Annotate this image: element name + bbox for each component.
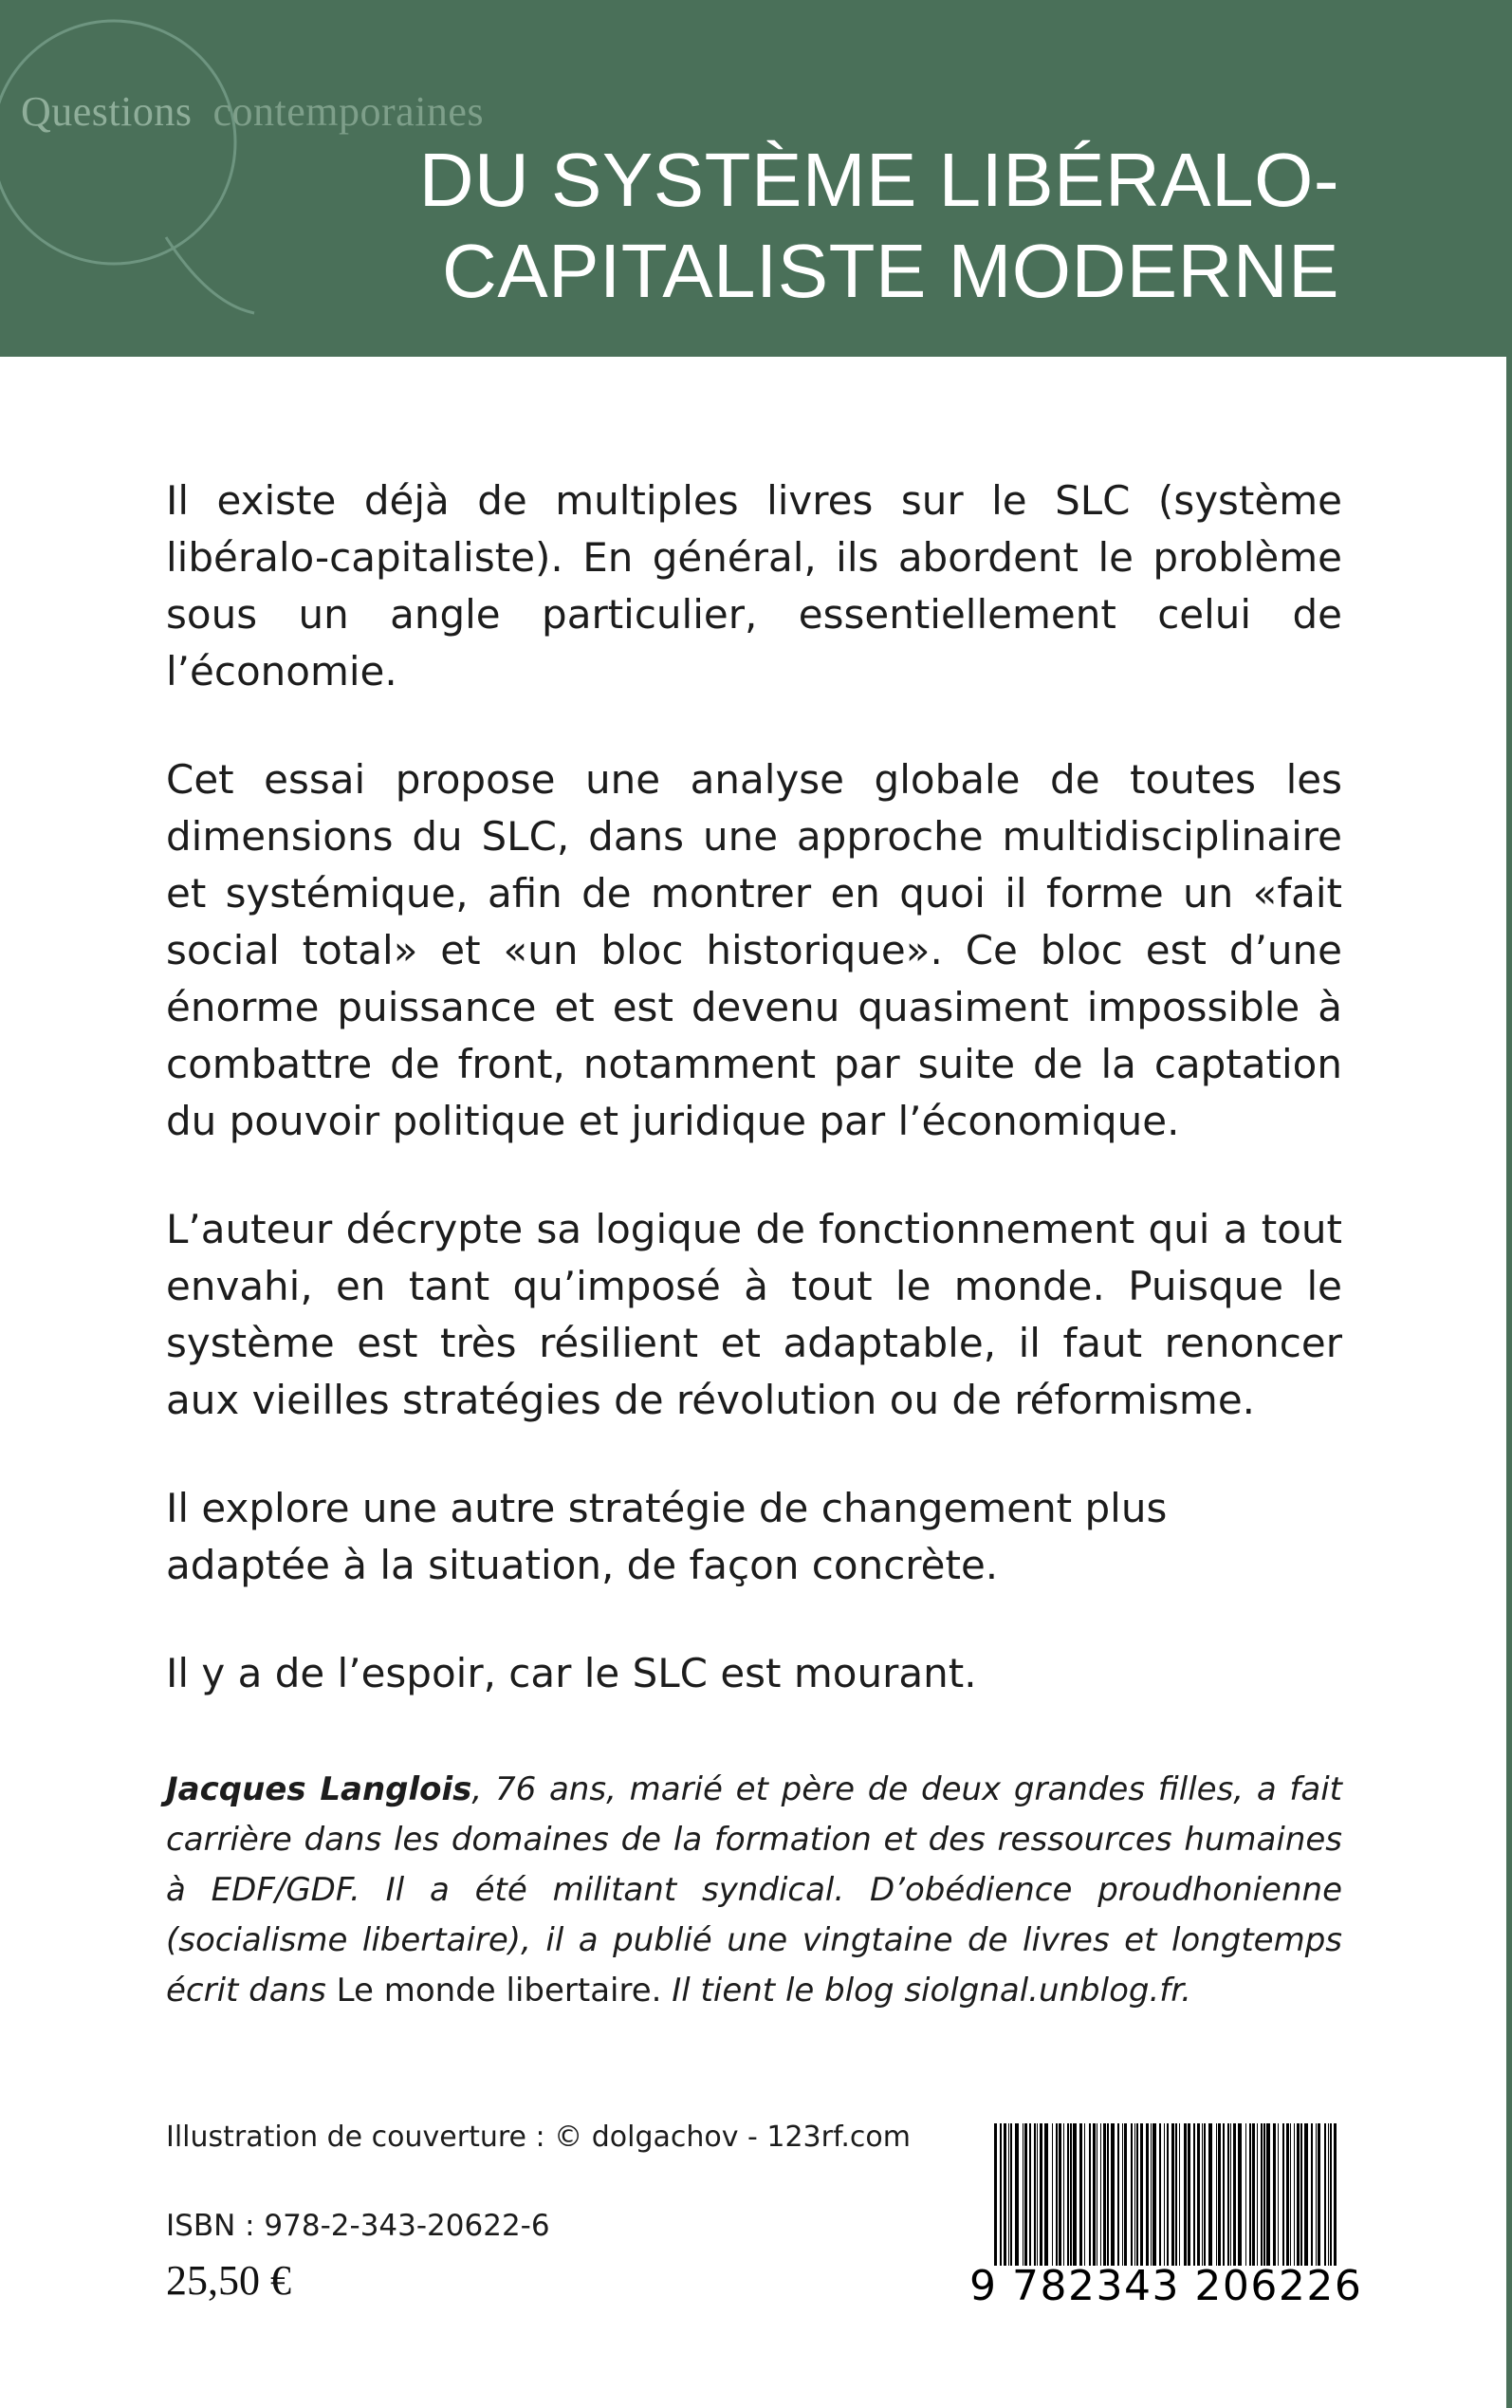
description-paragraph-4: Il explore une autre stratégie de changement plus adaptée à la situation, de façon concrète. [166,1485,1168,1588]
cover-header [0,0,1512,357]
description-paragraph-5: Il y a de l’espoir, car le SLC est mourant. [166,1650,977,1696]
book-title-line-1: DU SYSTÈME LIBÉRALO- [418,138,1339,222]
barcode [969,2123,1363,2310]
price: 25,50 € [166,2257,291,2304]
barcode-digits: 9 782343 206226 [969,2262,1363,2310]
description-paragraph-1: Il existe déjà de multiples livres sur le SLC (système libéralo-capitaliste). En général, ils abordent le problème sous un angle particulier, essentiellement celui de l’économie. [166,477,1342,695]
spine-edge [1506,357,1512,2408]
author-bio-text-2: Il tient le blog siolgnal.unblog.fr. [661,1972,1191,2010]
book-title-line-2: CAPITALISTE MODERNE [442,229,1339,313]
description-paragraph-3: L’auteur décrypte sa logique de fonctionnement qui a tout envahi, en tant qu’imposé à tout le monde. Puisque le système est très résilient et adaptable, il faut renoncer aux vieilles stratégies de révolution ou de réformisme. [166,1206,1342,1423]
isbn-number: ISBN : 978-2-343-20622-6 [166,2209,550,2243]
author-name: Jacques Langlois [166,1770,472,1808]
book-title [419,135,1339,317]
illustration-credit: Illustration de couverture : © dolgachov - 123rf.com [166,2121,911,2154]
author-bio-text-1: , 76 ans, marié et père de deux grandes filles, a fait carrière dans les domaines de la formation et des ressources humaines à EDF/GDF. Il a été militant syndical. D’obédience proudhonienne (socialisme libertaire), il a publié une vingtaine de livres et longtemps écrit dans [166,1770,1342,2010]
series-name [21,87,484,136]
series-word-questions: Questions [21,88,193,135]
barcode-bars [992,2123,1341,2266]
book-description [166,472,1342,1753]
description-paragraph-2: Cet essai propose une analyse globale de toutes les dimensions du SLC, dans une approche multidisciplinaire et systémique, afin de montrer en quoi il forme un «fait social total» et «un bloc historique». Ce bloc est d’une énorme puissance et est devenu quasiment impossible à combattre de front, notamment par suite de la captation du pouvoir politique et juridique par l’économique. [166,756,1342,1144]
series-word-contemporaines: contemporaines [212,88,485,135]
author-bio [166,1765,1342,2016]
journal-name: Le monde libertaire. [336,1972,662,2010]
